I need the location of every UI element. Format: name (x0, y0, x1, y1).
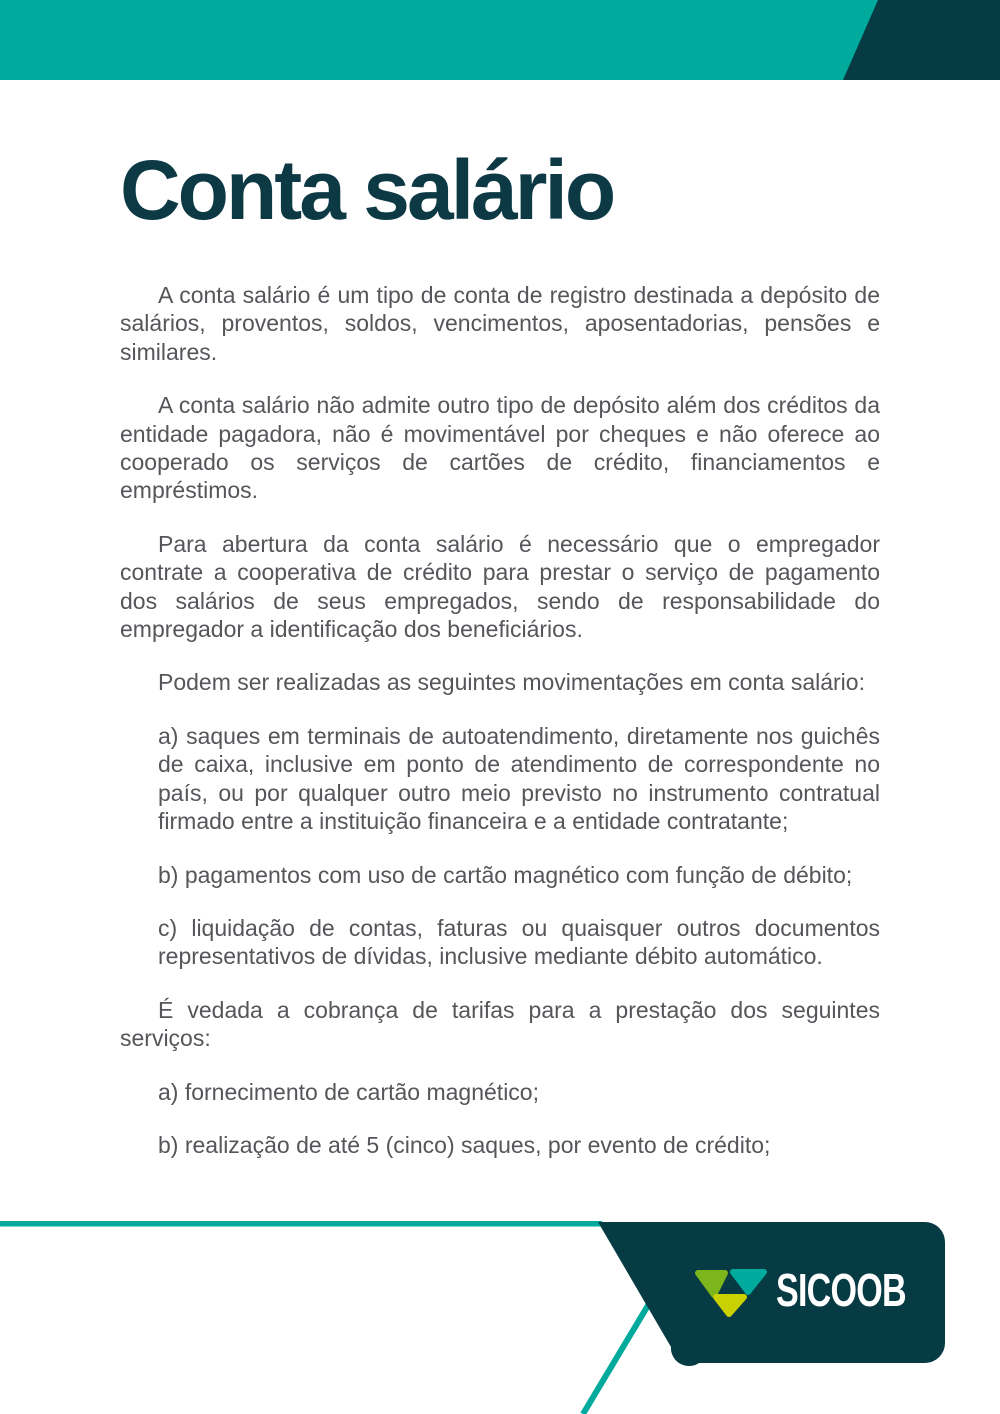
paragraph: Podem ser realizadas as seguintes movimentações em conta salário: (158, 669, 865, 696)
top-banner-corner-shape (0, 0, 1000, 80)
sicoob-logo-wordmark: SICOOB (776, 1264, 906, 1316)
sicoob-logo-icon (690, 1262, 772, 1318)
footer-divider-line (0, 1221, 602, 1227)
paragraph: A conta salário não admite outro tipo de depósito além dos créditos da entidade pagadora, não é movimentável por cheques e não oferece ao cooperado os serviços de cartões de crédito, financiamentos e empréstimos. (120, 392, 880, 504)
paragraph: A conta salário é um tipo de conta de registro destinada a depósito de salários, proventos, soldos, vencimentos, aposentadorias, pensões e similares. (120, 282, 880, 365)
list-item: c) liquidação de contas, faturas ou quaisquer outros documentos representativos de dívidas, inclusive mediante débito automático. (158, 914, 880, 970)
list-item: a) fornecimento de cartão magnético; (158, 1078, 539, 1105)
paragraph: Para abertura da conta salário é necessário que o empregador contrate a cooperativa de crédito para prestar o serviço de pagamento dos salários de seus empregados, sendo de responsabilidade do empregador a identificação dos beneficiários. (120, 530, 880, 643)
list-item: a) saques em terminais de autoatendimento, diretamente nos guichês de caixa, inclusive em ponto de atendimento de correspondente no país, ou por qualquer outro meio previsto no instrumento contratual firmado entre a instituição financeira e a entidade contratante; (158, 722, 880, 835)
paragraph: É vedada a cobrança de tarifas para a prestação dos seguintes serviços: (120, 996, 880, 1052)
sicoob-logo (690, 1262, 951, 1318)
list-item: b) realização de até 5 (cinco) saques, por evento de crédito; (158, 1131, 771, 1158)
document-body (120, 281, 880, 1184)
list-item: b) pagamentos com uso de cartão magnético com função de débito; (158, 861, 853, 888)
top-banner (0, 0, 1000, 80)
page-title: Conta salário (120, 143, 614, 237)
